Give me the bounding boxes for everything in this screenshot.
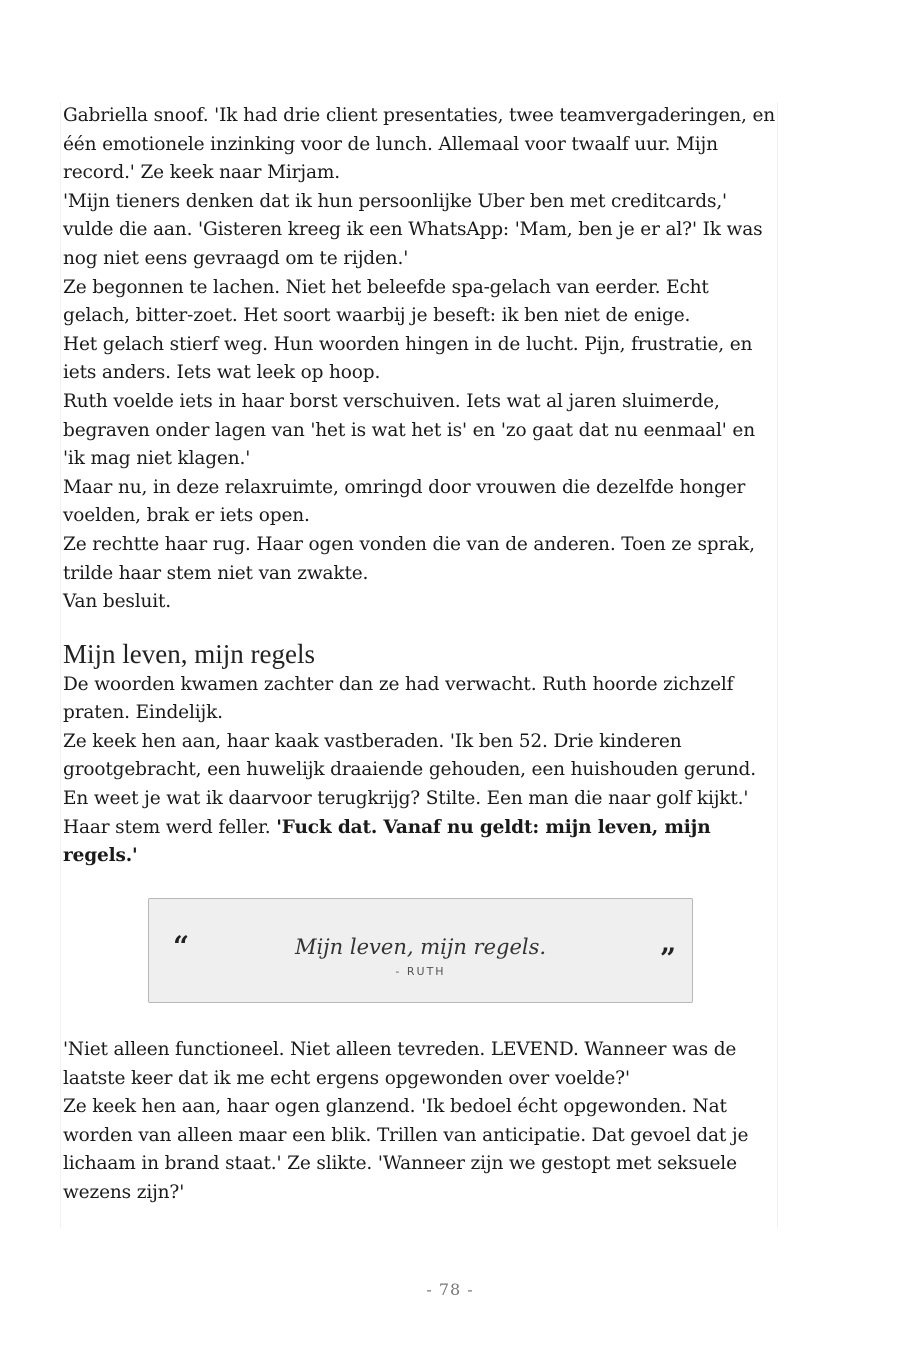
paragraph: De woorden kwamen zachter dan ze had verwacht. Ruth hoorde zichzelf praten. Eindelijk.	[63, 673, 734, 724]
paragraph: Van besluit.	[63, 591, 172, 613]
paragraph: 'Niet alleen functioneel. Niet alleen tevreden. LEVEND. Wanneer was de laatste keer dat ik me echt ergens opgewonden over voelde?'	[63, 1039, 737, 1089]
section-heading: Mijn leven, mijn regels	[63, 638, 315, 669]
paragraph: Gabriella snoof. 'Ik had drie client presentaties, twee teamvergaderingen, en één emotionele inzinking voor de lunch. Allemaal voor twaalf uur. Mijn record.' Ze keek naar Mirjam.	[63, 105, 776, 184]
text-column	[60, 102, 778, 1228]
emphasis-lead: Haar stem werd feller.	[63, 816, 277, 838]
close-quote-mark: ”	[659, 942, 676, 975]
pull-quote-author: - RUTH	[395, 965, 446, 978]
open-quote-mark: “	[173, 930, 190, 963]
page-number: - 78 -	[426, 1280, 474, 1299]
pull-quote-text: Mijn leven, mijn regels.	[294, 935, 547, 959]
paragraph: 'Mijn tieners denken dat ik hun persoonlijke Uber ben met creditcards,' vulde die aan. 'Gisteren kreeg ik een WhatsApp: 'Mam, ben je er al?' Ik was nog niet eens gevraagd om te rijden.'	[63, 190, 763, 269]
paragraph: Ze begonnen te lachen. Niet het beleefde spa-gelach van eerder. Echt gelach, bitter-zoet. Het soort waarbij je beseft: ik ben niet de enige.	[63, 276, 709, 327]
paragraph: Ze rechtte haar rug. Haar ogen vonden die van de anderen. Toen ze sprak, trilde haar stem niet van zwakte.	[63, 533, 755, 584]
after-quote-block	[61, 1036, 777, 1208]
paragraph: Ruth voelde iets in haar borst verschuiven. Iets wat al jaren sluimerde, begraven onder lagen van 'het is wat het is' en 'zo gaat dat nu eenmaal' en 'ik mag niet klagen.'	[63, 390, 755, 470]
paragraph: Het gelach stierf weg. Hun woorden hingen in de lucht. Pijn, frustratie, en iets anders. Iets wat leek op hoop.	[63, 333, 753, 384]
emphasis-paragraph	[61, 814, 777, 871]
paragraph: Ze keek hen aan, haar kaak vastberaden. 'Ik ben 52. Drie kinderen grootgebracht, een huwelijk draaiende gehouden, een huishouden gerund. En weet je wat ik daarvoor terugkrijg? Stilte. Een man die naar golf kijkt.'	[63, 730, 756, 810]
paragraph: Ze keek hen aan, haar ogen glanzend. 'Ik bedoel écht opgewonden. Nat worden van alleen maar een blik. Trillen van anticipatie. Dat gevoel dat je lichaam in brand staat.' Ze slikte. 'Wanneer zijn we gestopt met seksuele wezens zijn?'	[63, 1096, 749, 1203]
pull-quote	[148, 898, 693, 1003]
emphasis-bold: 'Fuck dat. Vanaf nu geldt: mijn leven, mijn regels.'	[63, 816, 711, 867]
paragraph: Maar nu, in deze relaxruimte, omringd door vrouwen die dezelfde honger voelden, brak er iets open.	[63, 476, 746, 527]
